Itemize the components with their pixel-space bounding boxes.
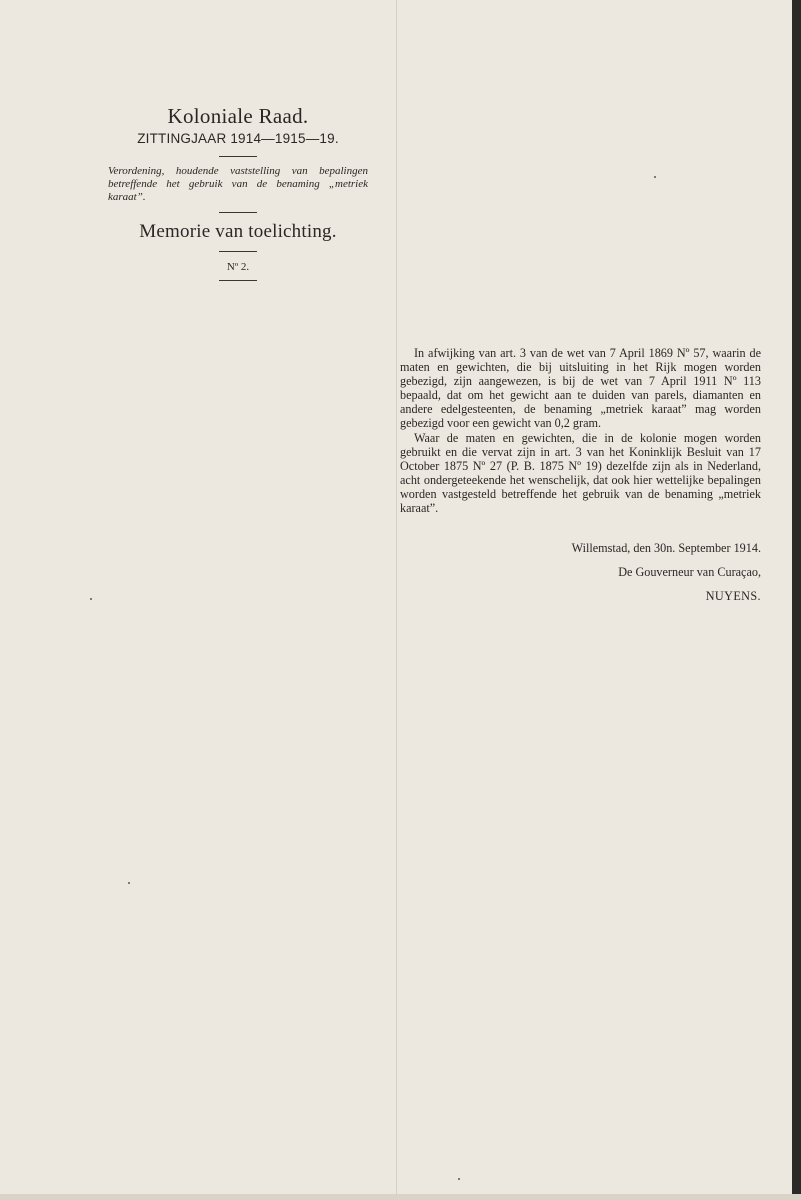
divider bbox=[219, 251, 257, 252]
ordinance-subject: Verordening, houdende vaststelling van bepalingen betreffende het gebruik van de benaming „metriek karaat”. bbox=[108, 165, 368, 203]
document-number: Nº 2. bbox=[226, 261, 250, 273]
document-type-heading: Memorie van toelichting. bbox=[139, 221, 337, 242]
explanatory-text bbox=[400, 346, 761, 515]
document-header bbox=[104, 104, 372, 289]
paragraph: In afwijking van art. 3 van de wet van 7 April 1869 Nº 57, waarin de maten en gewichten, die bij uitsluiting in het Rijk mogen worden gebezigd, zijn aangewezen, is bij de wet van 7 April 1911 Nº 113 bepaald, dat om het gewicht aan te duiden van parels, diamanten en andere edelgesteenten, de benaming „metriek karaat” mag worden gebezigd voor een gewicht van 0,2 gram. bbox=[400, 346, 761, 431]
session-years: ZITTINGJAAR 1914—1915—19. bbox=[137, 131, 339, 146]
governor-title: De Gouverneur van Curaçao, bbox=[618, 565, 761, 579]
paper-speck bbox=[458, 1178, 460, 1180]
page-fold bbox=[396, 0, 397, 1194]
scan-edge bbox=[792, 0, 801, 1200]
paper-speck bbox=[128, 882, 130, 884]
scan-edge bbox=[0, 1194, 801, 1200]
place-date: Willemstad, den 30n. September 1914. bbox=[571, 541, 761, 555]
divider bbox=[219, 156, 257, 157]
paper-speck bbox=[654, 176, 656, 178]
council-title: Koloniale Raad. bbox=[167, 104, 309, 128]
divider bbox=[219, 212, 257, 213]
paragraph: Waar de maten en gewichten, die in de kolonie mogen worden gebruikt en die vervat zijn in art. 3 van het Koninklijk Besluit van 17 October 1875 Nº 27 (P. B. 1875 Nº 19) dezelfde zijn als in Nederland, acht ondergeteekende het wenschelijk, dat ook hier wettelijke bepalingen worden vastgesteld betreffende het gebruik van de benaming „metriek karaat”. bbox=[400, 430, 761, 516]
signer-name: NUYENS. bbox=[705, 589, 761, 603]
paper-speck bbox=[90, 598, 92, 600]
divider bbox=[219, 280, 257, 281]
